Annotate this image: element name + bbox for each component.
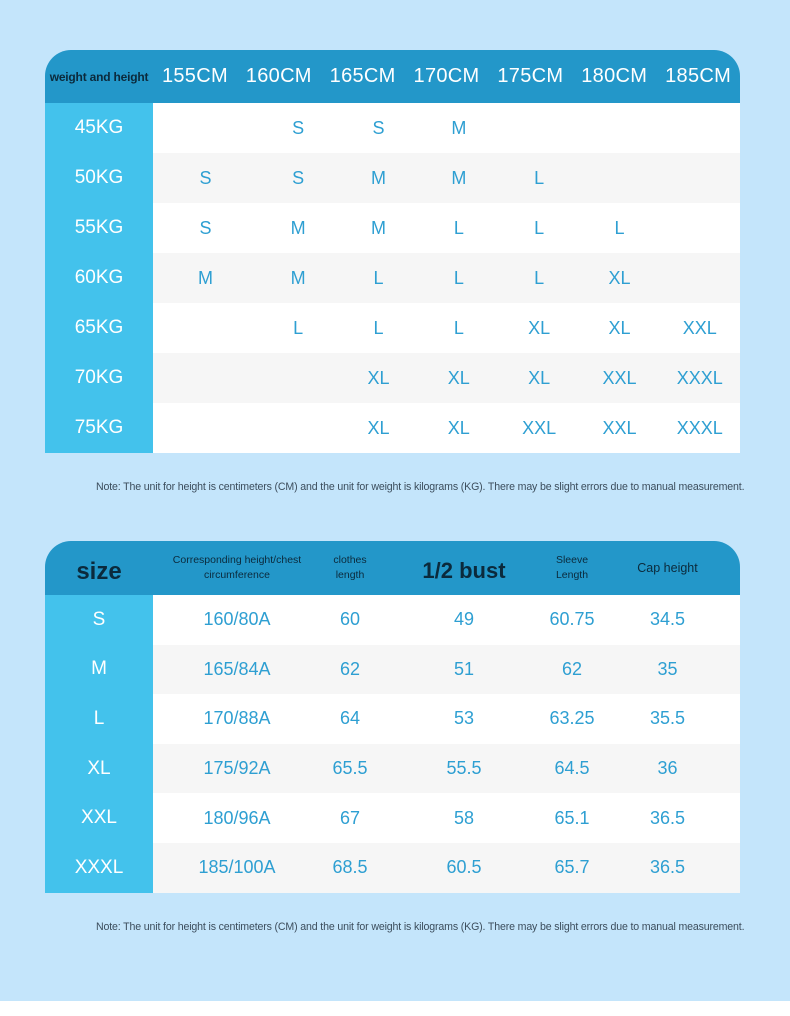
height-header-180: 180CM (581, 65, 648, 87)
size-cell: M (370, 167, 386, 188)
height-header-160: 160CM (245, 65, 312, 87)
table-row (45, 694, 740, 744)
height-chest-cell: 185/100A (198, 857, 276, 878)
table-row (45, 843, 740, 893)
half-bust-cell: 49 (453, 609, 475, 630)
size-cell: XL (528, 367, 551, 388)
size-cell: L (373, 317, 384, 338)
size-cell: XL (608, 317, 631, 338)
height-header-185: 185CM (665, 65, 732, 87)
size-cell: L (293, 317, 304, 338)
size-cell: S (292, 167, 305, 188)
measurement-note: Note: The unit for height is centimeters (CM) and the unit for weight is kilograms (KG). There may be slight errors due to manual measurement. (96, 921, 745, 933)
sleeve-length-cell: 65.7 (554, 857, 590, 878)
clothes-length-header: clothes length (333, 554, 367, 581)
size-cell: L (534, 167, 545, 188)
size-cell: S (372, 117, 385, 138)
measurement-note: Note: The unit for height is centimeters (CM) and the unit for weight is kilograms (KG). There may be slight errors due to manual measurement. (96, 481, 745, 493)
cap-height-cell: 35 (657, 658, 678, 679)
table-row (45, 253, 740, 303)
size-cell: XL (367, 367, 390, 388)
cap-height-header: Cap height (637, 561, 698, 575)
sleeve-length-cell: 62 (561, 658, 583, 679)
size-cell: M (370, 217, 386, 238)
size-cell: L (453, 267, 464, 288)
weight-label: 50KG (45, 153, 153, 203)
size-label: M (45, 645, 153, 695)
size-cell: L (534, 217, 545, 238)
size-cell: XL (608, 267, 631, 288)
table-row (45, 203, 740, 253)
table-row (45, 793, 740, 843)
table-body (45, 595, 740, 893)
weight-label: 75KG (45, 403, 153, 453)
height-chest-cell: 170/88A (203, 708, 271, 729)
clothes-length-cell: 68.5 (332, 857, 368, 878)
weight-label: 65KG (45, 303, 153, 353)
size-cell: L (453, 217, 464, 238)
table-row (45, 403, 740, 453)
bottom-strip (0, 1001, 790, 1016)
size-cell: XL (447, 367, 470, 388)
table-row (45, 153, 740, 203)
sleeve-length-cell: 63.25 (549, 708, 595, 729)
weight-label: 70KG (45, 353, 153, 403)
size-label: XXXL (45, 843, 153, 893)
size-cell: M (198, 267, 213, 288)
height-chest-cell: 165/84A (203, 658, 271, 679)
corner-label: weight and height (49, 69, 149, 84)
size-label: XXL (45, 793, 153, 843)
cap-height-cell: 36.5 (649, 807, 686, 828)
size-cell: XXXL (676, 417, 723, 438)
size-cell: M (290, 217, 306, 238)
cap-height-cell: 36 (657, 758, 678, 779)
table-row (45, 353, 740, 403)
table-row (45, 744, 740, 794)
height-chest-cell: 180/96A (203, 807, 271, 828)
table-row (45, 303, 740, 353)
half-bust-header: 1/2 bust (422, 558, 506, 583)
weight-label: 60KG (45, 253, 153, 303)
height-chest-cell: 160/80A (203, 609, 271, 630)
sleeve-length-cell: 60.75 (549, 609, 595, 630)
size-label: XL (45, 744, 153, 794)
clothes-length-cell: 62 (339, 658, 361, 679)
size-cell: L (373, 267, 384, 288)
cap-height-cell: 35.5 (649, 708, 686, 729)
table-row (45, 103, 740, 153)
sleeve-length-header: Sleeve Length (555, 554, 589, 581)
sleeve-length-cell: 64.5 (554, 758, 590, 779)
size-cell: M (451, 167, 467, 188)
size-label: L (45, 694, 153, 744)
size-cell: S (199, 217, 212, 238)
clothes-length-cell: 64 (339, 708, 361, 729)
height-header-155: 155CM (161, 65, 228, 87)
size-cell: S (292, 117, 305, 138)
height-chest-cell: 175/92A (203, 758, 271, 779)
height-chest-header: Corresponding height/chest circumference (172, 554, 302, 581)
clothes-length-cell: 60 (339, 609, 361, 630)
table-body (45, 103, 740, 453)
size-cell: XXL (522, 417, 557, 438)
half-bust-cell: 58 (453, 807, 475, 828)
weight-height-size-table (45, 50, 740, 453)
height-header-165: 165CM (329, 65, 396, 87)
size-cell: XL (447, 417, 470, 438)
half-bust-cell: 51 (453, 658, 475, 679)
table-header (45, 541, 740, 595)
size-cell: L (614, 217, 625, 238)
size-cell: M (451, 117, 467, 138)
size-cell: M (290, 267, 306, 288)
height-header-175: 175CM (497, 65, 564, 87)
weight-label: 55KG (45, 203, 153, 253)
size-cell: XXL (602, 417, 637, 438)
sleeve-length-cell: 65.1 (554, 807, 590, 828)
size-cell: XXL (682, 317, 717, 338)
size-cell: L (534, 267, 545, 288)
size-cell: XL (528, 317, 551, 338)
size-cell: XXXL (676, 367, 723, 388)
table-row (45, 645, 740, 695)
table-header (45, 50, 740, 103)
weight-label: 45KG (45, 103, 153, 153)
half-bust-cell: 60.5 (446, 857, 482, 878)
size-cell: S (199, 167, 212, 188)
cap-height-cell: 36.5 (649, 857, 686, 878)
size-cell: L (453, 317, 464, 338)
size-cell: XXL (602, 367, 637, 388)
size-measurement-table (45, 541, 740, 893)
cap-height-cell: 34.5 (649, 609, 686, 630)
half-bust-cell: 53 (453, 708, 475, 729)
size-label: S (45, 595, 153, 645)
half-bust-cell: 55.5 (446, 758, 482, 779)
size-cell: XL (367, 417, 390, 438)
clothes-length-cell: 65.5 (332, 758, 368, 779)
height-header-170: 170CM (413, 65, 480, 87)
clothes-length-cell: 67 (339, 807, 361, 828)
table-row (45, 595, 740, 645)
size-header: size (76, 558, 122, 585)
